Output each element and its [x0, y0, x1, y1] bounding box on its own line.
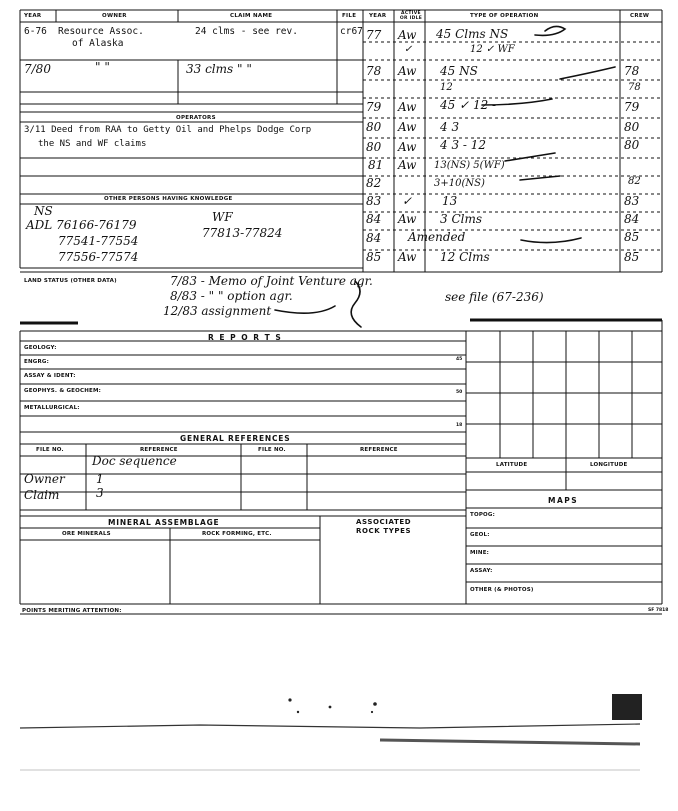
reports-number-18: 18 — [456, 423, 463, 428]
op-row-3-year: 78 — [366, 64, 382, 78]
op-row-11-year: 84 — [366, 212, 382, 226]
maps-title: MAPS — [548, 496, 579, 505]
maps-geol: GEOL: — [470, 532, 490, 538]
op-row-6-type: 4 3 — [440, 120, 460, 134]
other-persons-ns-label: NS — [34, 204, 53, 218]
op-row-4-crew: 78 — [628, 82, 641, 93]
owner-row-1-claim: 24 clms - see rev. — [195, 26, 298, 37]
op-row-13-active: Aw — [398, 250, 417, 264]
header-crew: CREW — [630, 13, 650, 19]
latitude-label: LATITUDE — [496, 462, 528, 468]
gr-file-no-2: FILE NO. — [258, 447, 286, 453]
header-file: FILE — [342, 13, 357, 19]
land-status-label: LAND STATUS (OTHER DATA) — [24, 278, 117, 284]
op-row-9-type: 3+10(NS) — [434, 178, 485, 189]
gr-reference: REFERENCE — [140, 447, 178, 453]
owner-row-1-owner: Resource Assoc. — [58, 26, 144, 37]
reports-title: R E P O R T S — [208, 333, 283, 342]
gr-row-1-file: Owner — [24, 472, 65, 486]
op-row-3-crew: 78 — [624, 64, 640, 78]
op-row-5-year: 79 — [366, 100, 382, 114]
other-persons-ns-line-1: ADL 76166-76179 — [26, 218, 137, 232]
op-row-10-type: 13 — [442, 194, 458, 208]
op-row-1-year: 77 — [366, 28, 382, 42]
op-row-11-active: Aw — [398, 212, 417, 226]
other-persons-ns-line-3: 77556-77574 — [58, 250, 139, 264]
owner-row-2-owner: " " — [95, 60, 110, 74]
gr-reference-2: REFERENCE — [360, 447, 398, 453]
operators-line-1: 3/11 Deed from RAA to Getty Oil and Phelps Dodge Corp — [24, 125, 312, 135]
header-active-idle: ACTIVE OR IDLE — [399, 11, 423, 21]
general-references-title: GENERAL REFERENCES — [180, 434, 291, 443]
header-year-2: YEAR — [369, 13, 387, 19]
land-status-line-1: 7/83 - Memo of Joint Venture agr. — [170, 274, 373, 288]
gr-file-no: FILE NO. — [36, 447, 64, 453]
maps-assay: ASSAY: — [470, 568, 493, 574]
associated-label: ASSOCIATED — [356, 518, 412, 526]
op-row-13-type: 12 Clms — [440, 250, 490, 264]
reports-assay: ASSAY & IDENT: — [24, 373, 76, 379]
maps-other: OTHER (& PHOTOS) — [470, 587, 534, 593]
op-row-6-year: 80 — [366, 120, 382, 134]
header-claim-name: CLAIM NAME — [230, 13, 273, 19]
rock-types-label: ROCK TYPES — [356, 527, 412, 535]
other-persons-title: OTHER PERSONS HAVING KNOWLEDGE — [104, 196, 233, 202]
op-row-12-crew: 85 — [624, 230, 640, 244]
op-row-7-type: 4 3 - 12 — [440, 138, 487, 152]
op-row-7-crew: 80 — [624, 138, 640, 152]
op-row-8-active: Aw — [398, 158, 417, 172]
header-type-of-operation: TYPE OF OPERATION — [470, 13, 539, 19]
operators-title: OPERATORS — [176, 115, 216, 121]
mineral-ore-minerals: ORE MINERALS — [62, 531, 111, 537]
op-row-10-active: ✓ — [402, 194, 413, 208]
land-status-see-file: see file (67-236) — [445, 290, 544, 304]
op-row-6-crew: 80 — [624, 120, 640, 134]
gr-row-2-ref: 3 — [96, 486, 104, 500]
op-row-5-active: Aw — [398, 100, 417, 114]
owner-row-2-claim: 33 clms " " — [186, 62, 252, 76]
op-row-9-crew: 82 — [628, 176, 641, 187]
op-row-2-type: 12 ✓ WF — [470, 44, 515, 55]
maps-mine: MINE: — [470, 550, 490, 556]
owner-row-1-file: cr67 — [340, 26, 363, 37]
op-row-12-year: 84 — [366, 231, 382, 245]
form-number: SF 7818 — [648, 608, 669, 613]
reports-geology: GEOLOGY: — [24, 345, 57, 351]
other-persons-wf-line-1: 77813-77824 — [202, 226, 283, 240]
op-row-7-year: 80 — [366, 140, 382, 154]
reports-geophys: GEOPHYS. & GEOCHEM: — [24, 388, 102, 394]
land-status-line-3: 12/83 assignment — [163, 304, 272, 318]
op-row-5-type: 45 ✓ 12 - — [440, 98, 497, 112]
gr-row-2-file: Claim — [24, 488, 60, 502]
header-year: YEAR — [24, 13, 42, 19]
longitude-label: LONGITUDE — [590, 462, 628, 468]
mineral-rock-forming: ROCK FORMING, ETC. — [202, 531, 272, 537]
op-row-9-year: 82 — [366, 176, 382, 190]
reports-metallurgical: METALLURGICAL: — [24, 405, 80, 411]
op-row-7-active: Aw — [398, 140, 417, 154]
reports-number-45: 45 — [456, 357, 463, 362]
op-row-11-type: 3 Clms — [440, 212, 483, 226]
op-row-6-active: Aw — [398, 120, 417, 134]
op-row-13-year: 85 — [366, 250, 382, 264]
gr-row-1-ref: 1 — [96, 472, 104, 486]
op-row-1-active: Aw — [398, 28, 417, 42]
op-row-11-crew: 84 — [624, 212, 640, 226]
owner-row-2-year: 7/80 — [24, 62, 51, 76]
other-persons-wf-label: WF — [212, 210, 233, 224]
op-row-10-year: 83 — [366, 194, 382, 208]
op-row-4-type: 12 — [440, 82, 453, 93]
maps-topog: TOPOG: — [470, 512, 496, 518]
op-row-5-crew: 79 — [624, 100, 640, 114]
op-row-12-type: Amended — [408, 230, 466, 244]
op-row-3-active: Aw — [398, 64, 417, 78]
land-status-line-2: 8/83 - " " option agr. — [170, 289, 293, 303]
owner-row-1-year: 6-76 — [24, 26, 47, 37]
other-persons-ns-line-2: 77541-77554 — [58, 234, 139, 248]
operators-line-2: the NS and WF claims — [38, 139, 147, 149]
owner-row-1-owner-cont: of Alaska — [72, 38, 124, 49]
op-row-8-type: 13(NS) 5(WF) — [434, 160, 505, 171]
op-row-1-type: 45 Clms NS — [436, 27, 509, 41]
op-row-8-year: 81 — [368, 158, 384, 172]
header-owner: OWNER — [102, 13, 127, 19]
gr-handwritten-title: Doc sequence — [92, 454, 177, 468]
op-row-13-crew: 85 — [624, 250, 640, 264]
op-row-3-type: 45 NS — [440, 64, 478, 78]
reports-number-50: 50 — [456, 390, 463, 395]
op-row-2-active: ✓ — [404, 44, 413, 55]
reports-engrg: ENGRG: — [24, 359, 50, 365]
op-row-10-crew: 83 — [624, 194, 640, 208]
points-meriting-attention: POINTS MERITING ATTENTION: — [22, 608, 122, 614]
mineral-assemblage-title: MINERAL ASSEMBLAGE — [108, 518, 220, 527]
